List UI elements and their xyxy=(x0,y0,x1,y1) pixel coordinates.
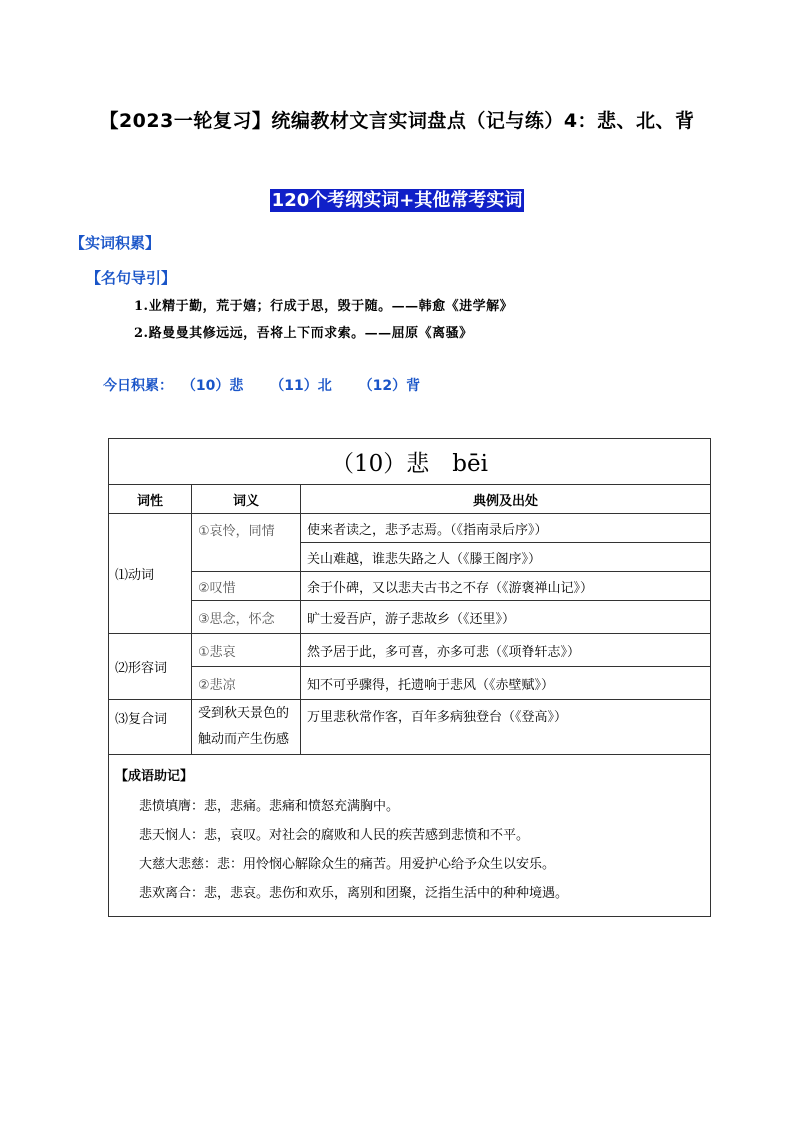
idiom-line: 悲天悯人：悲，哀叹。对社会的腐败和人民的疾苦感到悲愤和不平。 xyxy=(139,828,530,843)
column-header: 词性 xyxy=(109,485,192,514)
quote-line: 1.业精于勤，荒于嬉；行成于思，毁于随。——韩愈《进学解》 xyxy=(134,299,514,314)
today-item: （11）北 xyxy=(270,378,332,394)
banner-text: 120个考纲实词+其他常考实词 xyxy=(271,190,523,211)
example: 然予居于此，多可喜，亦多可悲（《项脊轩志》） xyxy=(301,634,711,667)
today-item: （12）背 xyxy=(358,378,421,394)
part-of-speech: ⑶复合词 xyxy=(109,700,192,755)
meaning: ②叹惜 xyxy=(192,572,301,601)
section-heading-main: 【实词积累】 xyxy=(70,234,161,252)
example: 旷士爱吾庐，游子悲故乡（《还里》） xyxy=(301,601,711,634)
meaning: 受到秋天景色的触动而产生伤感 xyxy=(192,700,301,755)
quote-line: 2.路曼曼其修远远，吾将上下而求索。——屈原《离骚》 xyxy=(134,326,473,341)
meaning: ③思念，怀念 xyxy=(192,601,301,634)
column-header: 词义 xyxy=(192,485,301,514)
today-label: 今日积累： xyxy=(103,378,173,394)
today-item: （10）悲 xyxy=(181,378,244,394)
column-header: 典例及出处 xyxy=(301,485,711,514)
idiom-title: 【成语助记】 xyxy=(115,769,194,784)
idiom-line: 悲愤填膺：悲，悲痛。悲痛和愤怒充满胸中。 xyxy=(139,799,400,814)
idiom-line: 悲欢离合：悲，悲哀。悲伤和欢乐，离别和团聚，泛指生活中的种种境遇。 xyxy=(139,886,569,901)
meaning: ①悲哀 xyxy=(192,634,301,667)
vocab-table xyxy=(108,438,711,917)
part-of-speech: ⑵形容词 xyxy=(109,634,192,700)
example: 关山难越，谁悲失路之人（《滕王阁序》） xyxy=(301,543,711,572)
example: 使来者读之，悲予志焉。（《指南录后序》） xyxy=(301,514,711,543)
document-title: 【2023一轮复习】统编教材文言实词盘点（记与练）4：悲、北、背 xyxy=(99,110,695,132)
idiom-section xyxy=(109,755,711,917)
example: 余于仆碑，又以悲夫古书之不存（《游褒禅山记》） xyxy=(301,572,711,601)
table-heading: （10）悲 bēi xyxy=(109,439,711,485)
example: 知不可乎骤得，托遗响于悲风（《赤壁赋》） xyxy=(301,667,711,700)
today-summary xyxy=(103,375,442,395)
meaning: ②悲凉 xyxy=(192,667,301,700)
idiom-line: 大慈大悲慈：悲：用怜悯心解除众生的痛苦。用爱护心给予众生以安乐。 xyxy=(139,857,556,872)
part-of-speech: ⑴动词 xyxy=(109,514,192,634)
banner xyxy=(0,188,794,214)
meaning: ①哀怜，同情 xyxy=(192,514,301,572)
example: 万里悲秋常作客，百年多病独登台（《登高》） xyxy=(301,700,711,755)
section-heading-quotes: 【名句导引】 xyxy=(86,269,177,287)
